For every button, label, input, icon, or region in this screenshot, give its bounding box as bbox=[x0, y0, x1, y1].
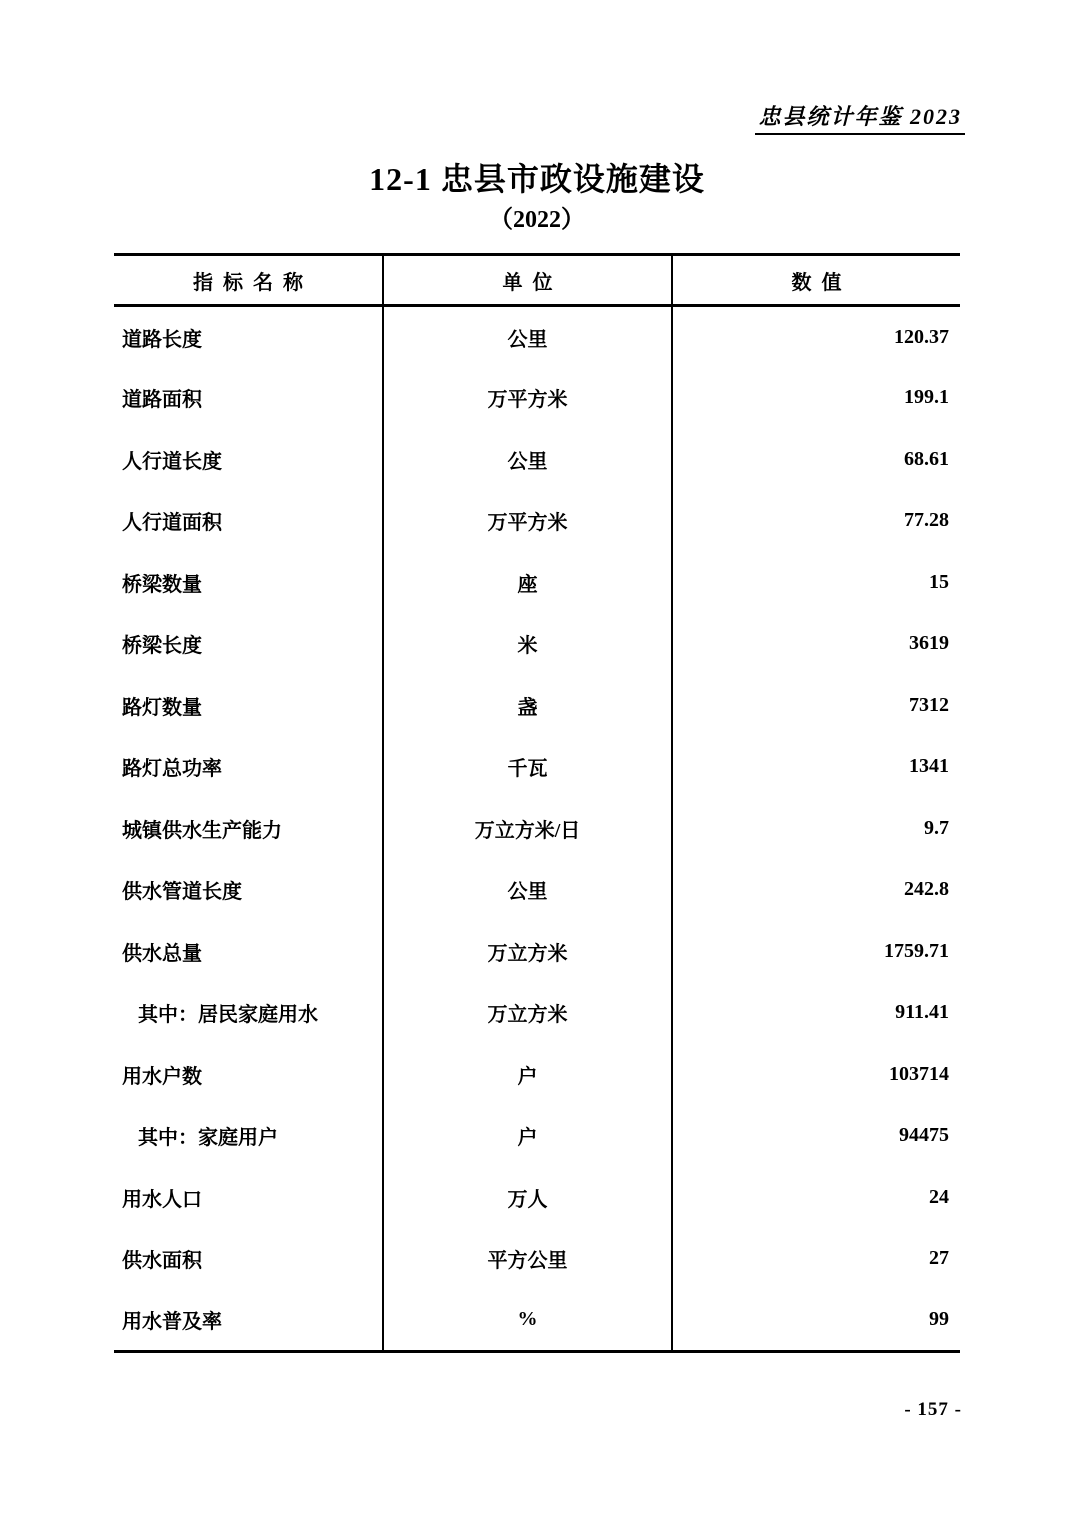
indicator-value: 77.28 bbox=[904, 509, 949, 532]
indicator-unit: 米 bbox=[383, 613, 672, 675]
indicator-value: 911.41 bbox=[895, 1001, 949, 1024]
indicator-name: 供水总量 bbox=[122, 942, 202, 965]
table-row bbox=[114, 1044, 960, 1106]
indicator-value: 1759.71 bbox=[884, 939, 949, 962]
indicator-value: 3619 bbox=[909, 632, 949, 655]
indicator-value: 199.1 bbox=[904, 386, 949, 409]
column-header-indicator: 指 标 名 称 bbox=[114, 255, 383, 306]
indicator-name: 桥梁数量 bbox=[122, 573, 202, 596]
indicator-unit: 公里 bbox=[383, 429, 672, 491]
table-row bbox=[114, 613, 960, 675]
table-year-subtitle: （2022） bbox=[489, 207, 585, 233]
table-row bbox=[114, 798, 960, 860]
indicator-name: 供水管道长度 bbox=[122, 881, 242, 904]
yearbook-edition-header: 忠县统计年鉴 2023 bbox=[755, 100, 965, 135]
indicator-value: 24 bbox=[929, 1185, 949, 1208]
indicator-name: 道路长度 bbox=[122, 328, 202, 351]
indicator-unit: 万立方米 bbox=[383, 921, 672, 983]
indicator-unit: 万平方米 bbox=[383, 490, 672, 552]
column-header-unit: 单 位 bbox=[383, 255, 672, 306]
table-row bbox=[114, 1228, 960, 1290]
indicator-name: 桥梁长度 bbox=[122, 635, 202, 658]
table-row bbox=[114, 921, 960, 983]
table-row bbox=[114, 982, 960, 1044]
indicator-name: 道路面积 bbox=[122, 389, 202, 412]
indicator-value: 9.7 bbox=[924, 816, 949, 839]
indicator-unit: 万立方米/日 bbox=[383, 798, 672, 860]
indicator-unit: % bbox=[383, 1290, 672, 1352]
table-row bbox=[114, 552, 960, 614]
indicator-value: 94475 bbox=[899, 1124, 949, 1147]
table-row bbox=[114, 1167, 960, 1229]
indicator-value: 99 bbox=[929, 1308, 949, 1330]
indicator-name: 用水户数 bbox=[122, 1065, 202, 1088]
indicator-name: 供水面积 bbox=[122, 1250, 202, 1273]
page-number: - 157 - bbox=[904, 1399, 962, 1420]
table-title: 12-1 忠县市政设施建设 bbox=[369, 161, 705, 197]
table-row bbox=[114, 736, 960, 798]
indicator-name: 用水人口 bbox=[122, 1188, 202, 1211]
indicator-unit: 万平方米 bbox=[383, 367, 672, 429]
indicator-unit: 户 bbox=[383, 1105, 672, 1167]
indicator-name: 人行道面积 bbox=[122, 512, 222, 535]
indicator-unit: 万立方米 bbox=[383, 982, 672, 1044]
indicator-unit: 公里 bbox=[383, 859, 672, 921]
indicator-value: 68.61 bbox=[904, 447, 949, 470]
indicator-value: 1341 bbox=[909, 755, 949, 778]
indicator-value: 27 bbox=[929, 1247, 949, 1270]
table-row bbox=[114, 1105, 960, 1167]
indicator-name: 城镇供水生产能力 bbox=[122, 819, 282, 842]
indicator-name: 路灯总功率 bbox=[122, 758, 222, 781]
indicator-name: 路灯数量 bbox=[122, 696, 202, 719]
indicator-unit: 千瓦 bbox=[383, 736, 672, 798]
table-row bbox=[114, 429, 960, 491]
indicator-name: 其中：居民家庭用水 bbox=[138, 1004, 318, 1027]
table-row bbox=[114, 675, 960, 737]
indicator-value: 120.37 bbox=[894, 325, 949, 348]
table-row bbox=[114, 367, 960, 429]
indicator-unit: 平方公里 bbox=[383, 1228, 672, 1290]
table-row bbox=[114, 1290, 960, 1352]
indicator-value: 242.8 bbox=[904, 878, 949, 901]
municipal-facilities-table bbox=[114, 253, 960, 1353]
column-header-value: 数 值 bbox=[672, 255, 960, 306]
indicator-name: 人行道长度 bbox=[122, 450, 222, 473]
indicator-unit: 万人 bbox=[383, 1167, 672, 1229]
table-row bbox=[114, 306, 960, 368]
indicator-unit: 座 bbox=[383, 552, 672, 614]
table-row bbox=[114, 859, 960, 921]
indicator-unit: 户 bbox=[383, 1044, 672, 1106]
indicator-unit: 公里 bbox=[383, 306, 672, 368]
indicator-name: 用水普及率 bbox=[122, 1311, 222, 1333]
indicator-value: 103714 bbox=[889, 1062, 949, 1085]
indicator-unit: 盏 bbox=[383, 675, 672, 737]
table-header-row bbox=[114, 255, 960, 306]
indicator-name: 其中：家庭用户 bbox=[138, 1127, 278, 1150]
indicator-value: 15 bbox=[929, 570, 949, 593]
indicator-value: 7312 bbox=[909, 693, 949, 716]
table-row bbox=[114, 490, 960, 552]
